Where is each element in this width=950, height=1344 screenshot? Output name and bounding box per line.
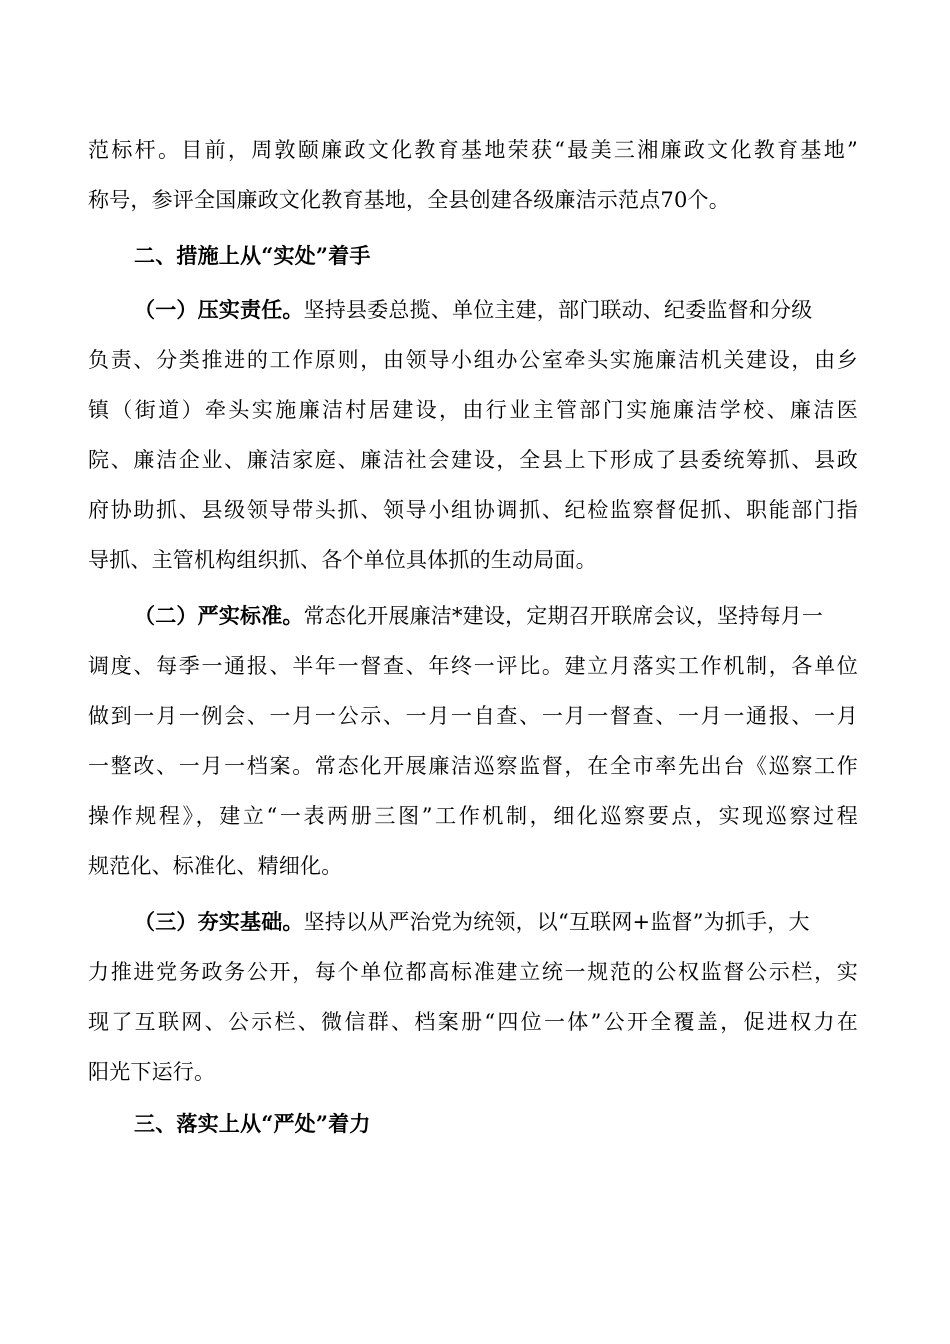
paragraph-2-lead: （二）严实标准。	[134, 603, 304, 628]
intro-line-2: 称号，参评全国廉政文化教育基地，全县创建各级廉洁示范点70个。	[88, 188, 730, 212]
paragraph-2-line-6: 规范化、标准化、精细化。	[88, 854, 343, 878]
paragraph-1-line-2: 负责、分类推进的工作原则，由领导小组办公室牵头实施廉洁机关建设，由乡	[88, 348, 858, 372]
paragraph-3-first-text: 坚持以从严治党为统领，以“互联网+监督”为抓手，大	[303, 910, 810, 934]
paragraph-2-line-2: 调度、每季一通报、半年一督查、年终一评比。建立月落实工作机制，各单位	[88, 654, 858, 678]
paragraph-1-line-6: 导抓、主管机构组织抓、各个单位具体抓的生动局面。	[88, 548, 597, 572]
paragraph-2-line-5: 操作规程》，建立“一表两册三图”工作机制，细化巡察要点，实现巡察过程	[88, 804, 858, 828]
paragraph-2-line-4: 一整改、一月一档案。常态化开展廉洁巡察监督，在全市率先出台《巡察工作	[88, 754, 858, 778]
paragraph-1-first-text: 坚持县委总揽、单位主建，部门联动、纪委监督和分级	[303, 298, 813, 322]
paragraph-3-first-line	[134, 908, 858, 936]
paragraph-3-line-4: 阳光下运行。	[88, 1060, 216, 1084]
paragraph-1-line-3: 镇（街道）牵头实施廉洁村居建设，由行业主管部门实施廉洁学校、廉洁医	[88, 398, 858, 422]
intro-line-1: 范标杆。目前，周敦颐廉政文化教育基地荣获“最美三湘廉政文化教育基地”	[88, 138, 858, 162]
paragraph-1-line-4: 院、廉洁企业、廉洁家庭、廉洁社会建设，全县上下形成了县委统筹抓、县政	[88, 448, 858, 472]
paragraph-1-first-line	[134, 296, 858, 324]
section-heading-2: 二、措施上从“实处”着手	[134, 243, 371, 268]
paragraph-3-line-3: 现了互联网、公示栏、微信群、档案册“四位一体”公开全覆盖，促进权力在	[88, 1010, 858, 1034]
paragraph-1-lead: （一）压实责任。	[134, 297, 304, 322]
paragraph-2-first-text: 常态化开展廉洁*建设，定期召开联席会议，坚持每月一	[303, 604, 824, 628]
paragraph-1-line-5: 府协助抓、县级领导带头抓、领导小组协调抓、纪检监察督促抓、职能部门指	[88, 498, 858, 522]
section-heading-3: 三、落实上从“严处”着力	[134, 1111, 371, 1136]
paragraph-2-line-3: 做到一月一例会、一月一公示、一月一自查、一月一督查、一月一通报、一月	[88, 704, 858, 728]
paragraph-3-line-2: 力推进党务政务公开，每个单位都高标准建立统一规范的公权监督公示栏，实	[88, 960, 858, 984]
paragraph-3-lead: （三）夯实基础。	[134, 909, 304, 934]
paragraph-2-first-line	[134, 602, 858, 630]
